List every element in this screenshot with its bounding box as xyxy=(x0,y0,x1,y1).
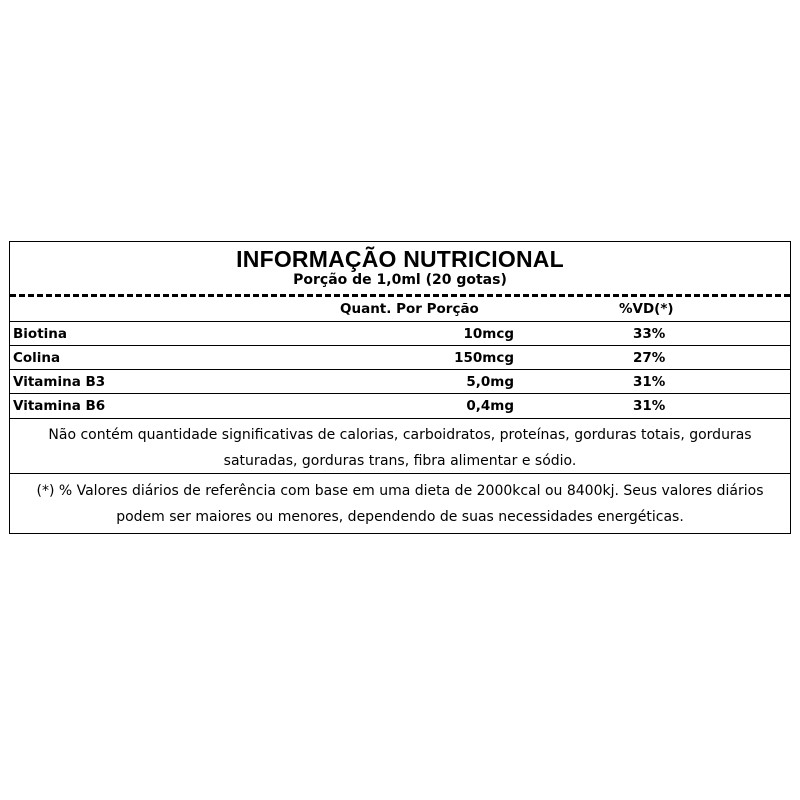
nutrient-daily-value: 31% xyxy=(633,374,666,390)
header-daily-value: %VD(*) xyxy=(619,301,674,317)
nutrient-note-line: saturadas, gorduras trans, fibra alimentar e sódio. xyxy=(223,453,577,469)
nutrient-amount: 10mcg xyxy=(463,326,514,342)
divider xyxy=(10,345,790,346)
portion-size: Porção de 1,0ml (20 gotas) xyxy=(293,272,507,288)
nutrition-facts-panel xyxy=(9,241,791,534)
divider xyxy=(10,369,790,370)
nutrient-amount: 5,0mg xyxy=(466,374,514,390)
divider xyxy=(10,418,790,419)
divider xyxy=(10,393,790,394)
nutrient-row-biotina xyxy=(10,323,790,345)
divider xyxy=(10,321,790,322)
footnote-line: (*) % Valores diários de referência com base em uma dieta de 2000kcal ou 8400kj. Seus valores diários xyxy=(36,483,764,499)
nutrient-amount: 150mcg xyxy=(454,350,514,366)
footnote-line: podem ser maiores ou menores, dependendo de suas necessidades energéticas. xyxy=(116,509,684,525)
divider xyxy=(10,473,790,474)
nutrient-name: Vitamina B6 xyxy=(13,398,106,414)
nutrient-amount: 0,4mg xyxy=(466,398,514,414)
label-title: INFORMAÇÃO NUTRICIONAL xyxy=(236,246,564,272)
nutrient-name: Colina xyxy=(13,350,61,366)
nutrient-daily-value: 33% xyxy=(633,326,666,342)
daily-value-footnote xyxy=(10,478,790,530)
nutrient-name: Vitamina B3 xyxy=(13,374,106,390)
nutrient-note-line: Não contém quantidade significativas de calorias, carboidratos, proteínas, gorduras totais, gorduras xyxy=(48,427,752,443)
nutrient-row-vitamina-b6 xyxy=(10,395,790,417)
nutrient-row-vitamina-b3 xyxy=(10,371,790,393)
dashed-divider xyxy=(10,294,790,297)
nutrient-daily-value: 27% xyxy=(633,350,666,366)
nutrient-daily-value: 31% xyxy=(633,398,666,414)
nutrient-name: Biotina xyxy=(13,326,67,342)
nutrient-note xyxy=(10,422,790,474)
nutrient-row-colina xyxy=(10,347,790,369)
header-quantity: Quant. Por Porção xyxy=(340,301,479,317)
